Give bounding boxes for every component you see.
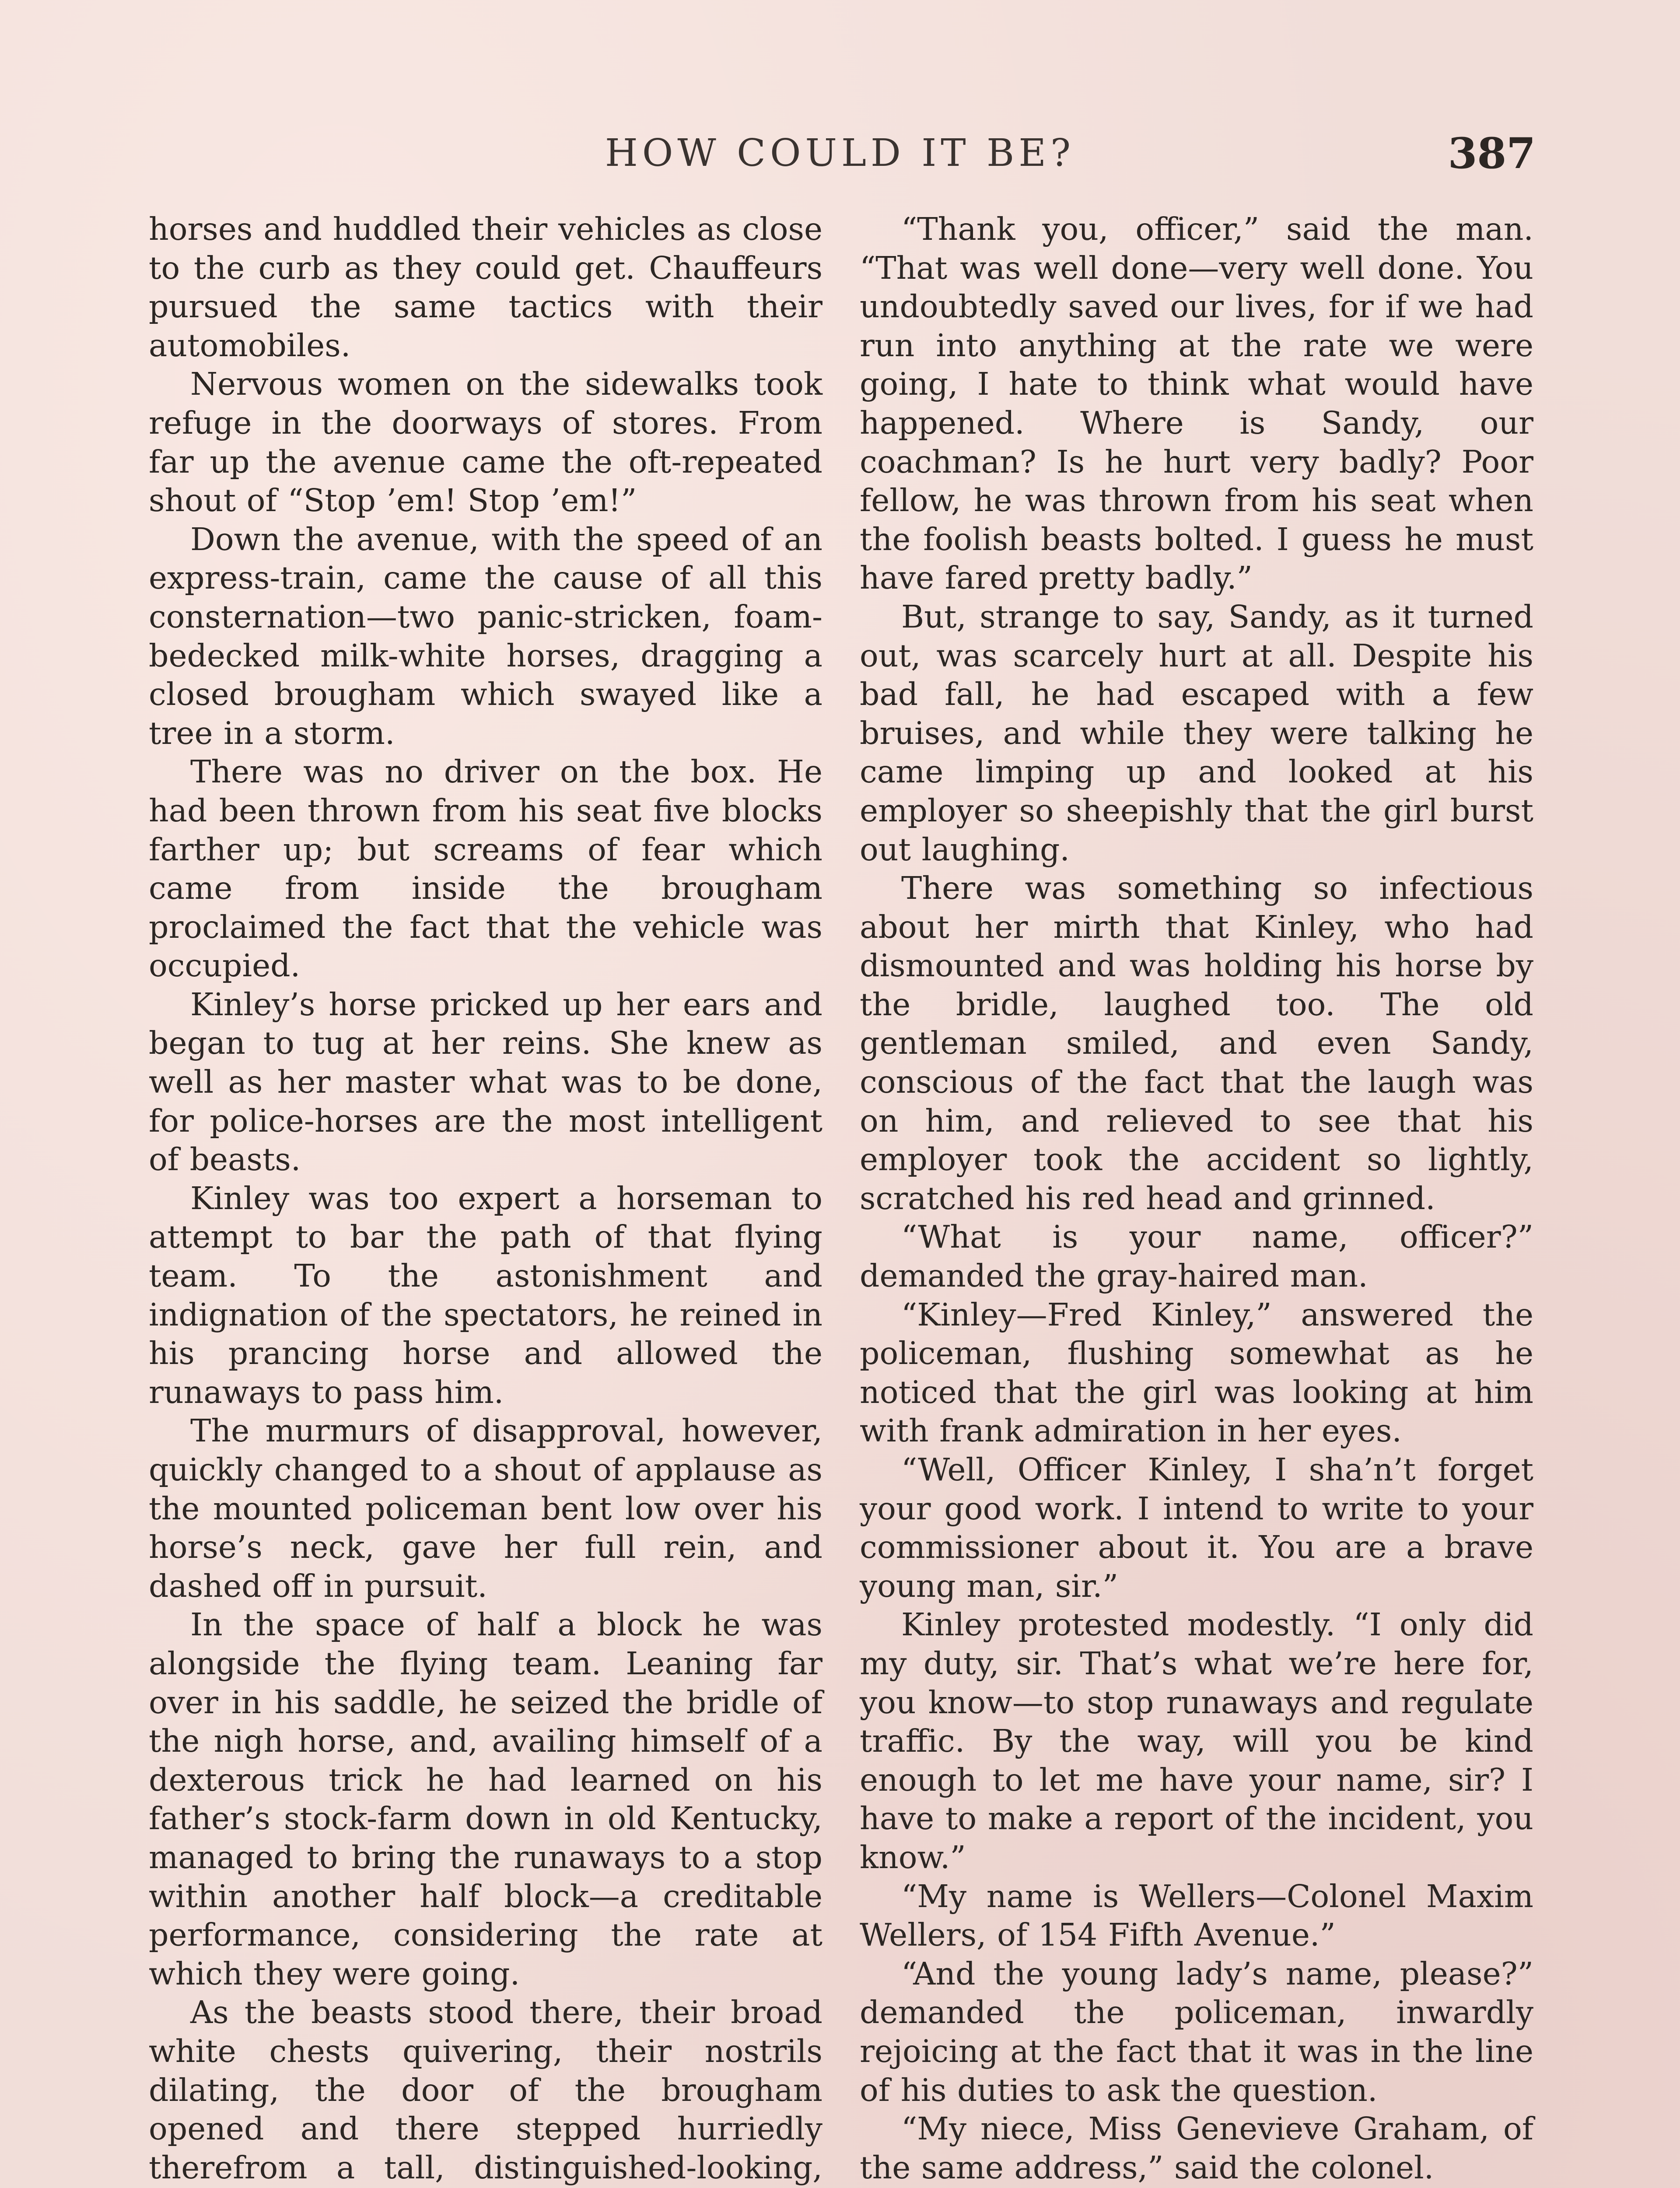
paragraph: Nervous women on the sidewalks took refuge in the doorways of stores. From far up the avenue came the oft-repeated shout of “Stop ’em! Stop ’em!”	[149, 366, 822, 519]
paragraph: “And the young lady’s name, please?” demanded the policeman, inwardly rejoicing at the fact that it was in the line of his duties to ask the question.	[860, 1955, 1533, 2108]
paragraph: The murmurs of disapproval, however, quickly changed to a shout of applause as the mounted policeman bent low over his horse’s neck, gave her full rein, and dashed off in pursuit.	[149, 1413, 822, 1604]
paragraph: “My name is Wellers—Colonel Maxim Wellers, of 154 Fifth Avenue.”	[860, 1878, 1533, 1953]
paragraph: Kinley’s horse pricked up her ears and began to tug at her reins. She knew as well as her master what was to be done, for police-horses are the most intelligent of beasts.	[149, 986, 822, 1178]
paragraph: “Well, Officer Kinley, I sha’n’t forget your good work. I intend to write to your commissioner about it. You are a brave young man, sir.”	[860, 1452, 1533, 1604]
paragraph: “My niece, Miss Genevieve Graham, of the same address,” said the colonel.	[860, 2111, 1533, 2186]
paragraph: Kinley was too expert a horseman to attempt to bar the path of that flying team. To the astonishment and indignation of the spectators, he reined in his prancing horse and allowed the runaways to pass him.	[149, 1180, 822, 1410]
paragraph: Down the avenue, with the speed of an express-train, came the cause of all this consternation—two panic-stricken, foam-bedecked milk-white horses, dragging a closed brougham which swayed like a tree in a storm.	[149, 521, 822, 751]
left-column	[149, 210, 822, 2188]
page-header	[144, 123, 1536, 193]
paragraph: As the beasts stood there, their broad white chests quivering, their nostrils dilating, the door of the brougham opened and there stepped hurriedly therefrom a tall, distinguished-looking,	[149, 1994, 822, 2186]
paragraph: There was no driver on the box. He had been thrown from his seat five blocks farther up; but screams of fear which came from inside the brougham proclaimed the fact that the vehicle was occupied.	[149, 754, 822, 984]
paragraph: “What is your name, officer?” demanded the gray-haired man.	[860, 1219, 1533, 1294]
paragraph: “Kinley—Fred Kinley,” answered the policeman, flushing somewhat as he noticed that the girl was looking at him with frank admiration in her eyes.	[860, 1296, 1533, 1449]
paragraph: There was something so infectious about her mirth that Kinley, who had dismounted and was holding his horse by the bridle, laughed too. The old gentleman smiled, and even Sandy, conscious of the fact that the laugh was on him, and relieved to see that his employer took the accident so lightly, scratched his red head and grinned.	[860, 870, 1533, 1217]
paragraph: But, strange to say, Sandy, as it turned out, was scarcely hurt at all. Despite his bad fall, he had escaped with a few bruises, and while they were talking he came limping up and looked at his employer so sheepishly that the girl burst out laughing.	[860, 598, 1533, 868]
paragraph: Kinley protested modestly. “I only did my duty, sir. That’s what we’re here for, you know—to stop runaways and regulate traffic. By the way, will you be kind enough to let me have your name, sir? I have to make a report of the incident, you know.”	[860, 1606, 1533, 1876]
paragraph: “Thank you, officer,” said the man. “That was well done—very well done. You undoubtedly saved our lives, for if we had run into anything at the rate we were going, I hate to think what would have happened. Where is Sandy, our coachman? Is he hurt very badly? Poor fellow, he was thrown from his seat when the foolish beasts bolted. I guess he must have fared pretty badly.”	[860, 211, 1533, 596]
right-column	[860, 210, 1533, 2188]
paragraph: horses and huddled their vehicles as close to the curb as they could get. Chauffeurs pursued the same tactics with their automobiles.	[149, 211, 822, 364]
running-title: HOW COULD IT BE?	[605, 131, 1075, 175]
page-number: 387	[1448, 129, 1536, 178]
paragraph: In the space of half a block he was alongside the flying team. Leaning far over in his saddle, he seized the bridle of the nigh horse, and, availing himself of a dexterous trick he had learned on his father’s stock-farm down in old Kentucky, managed to bring the runaways to a stop within another half block—a creditable performance, considering the rate at which they were going.	[149, 1606, 822, 1992]
